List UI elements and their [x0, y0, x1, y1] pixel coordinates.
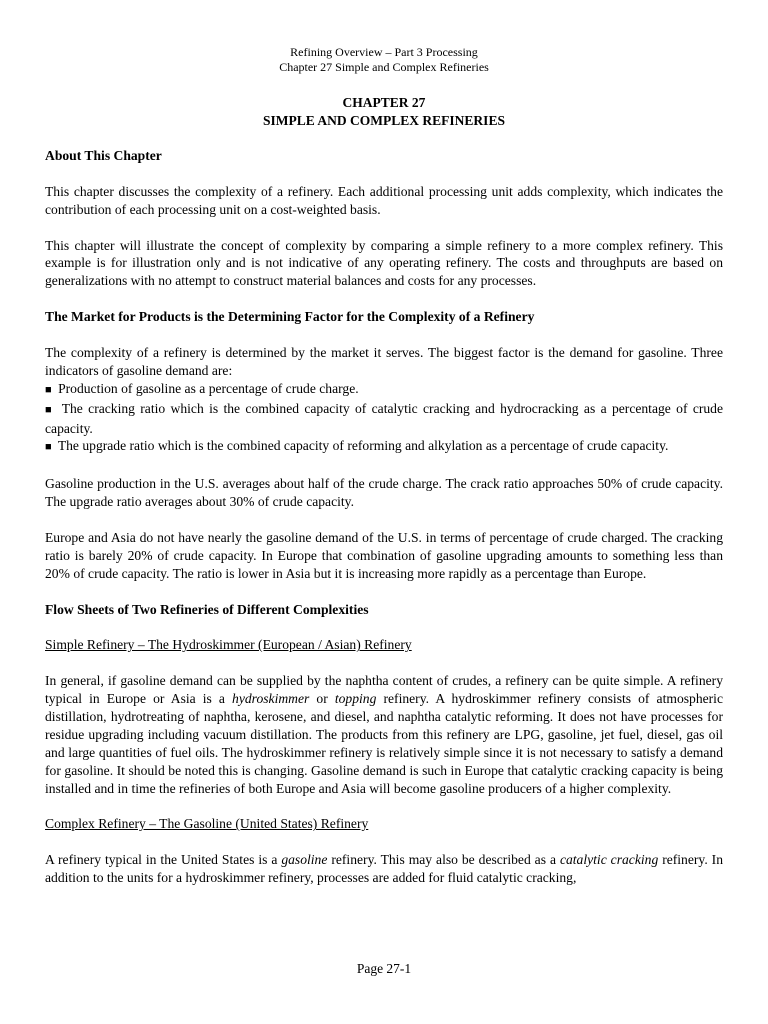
simple-refinery-subheading: Simple Refinery – The Hydroskimmer (European / Asian) Refinery — [45, 637, 412, 653]
list-item: ■ The cracking ratio which is the combined capacity of catalytic cracking and hydrocracking as a percentage of crude capacity. — [45, 400, 724, 436]
square-bullet-icon: ■ — [45, 383, 52, 396]
about-paragraph-1: This chapter discusses the complexity of a refinery. Each additional processing unit adds complexity, which indicates the contribution of each processing unit on a cost-weighted basis. — [45, 183, 723, 217]
page-number: Page 27-1 — [356, 961, 412, 976]
market-intro: The complexity of a refinery is determined by the market it serves. The biggest factor is the demand for gasoline. Three indicators of gasoline demand are: — [45, 344, 723, 378]
list-item: ■ The upgrade ratio which is the combined capacity of reforming and alkylation as a percentage of crude capacity. — [45, 438, 669, 454]
about-heading: About This Chapter — [45, 148, 162, 163]
gasoline-term: gasoline — [281, 852, 328, 868]
square-bullet-icon: ■ — [45, 403, 54, 416]
chapter-title — [0, 94, 768, 129]
header-line-1: Refining Overview – Part 3 Processing — [290, 45, 478, 59]
body-text — [45, 147, 723, 905]
gasoline-indicator-list — [45, 380, 723, 458]
us-gasoline-paragraph: Gasoline production in the U.S. averages about half of the crude charge. The crack ratio approaches 50% of crude capacity. The upgrade ratio averages about 30% of crude capacity. — [45, 476, 723, 510]
hydroskimmer-term: hydroskimmer — [232, 691, 310, 707]
topping-term: topping — [334, 691, 377, 707]
list-item: ■ Production of gasoline as a percentage of crude charge. — [45, 380, 359, 396]
europe-asia-paragraph: Europe and Asia do not have nearly the gasoline demand of the U.S. in terms of percentage of crude charged. The cracking ratio is barely 20% of crude capacity. In Europe that combination of gasoline upgrading amounts to something less than 20% of crude capacity. The ratio is lower in Asia but it is increasing more rapidly as a percentage than Europe. — [45, 529, 723, 581]
simple-refinery-paragraph: In general, if gasoline demand can be supplied by the naphtha content of crudes, a refinery can be quite simple. A refinery typical in Europe or Asia is a hydroskimmer or topping refinery. A hydroskimmer refinery consists of atmospheric distillation, hydrotreating of naphtha, kerosene, and diesel, and naphtha catalytic reforming. It does not have processes for residue upgrading including vacuum distillation. The products from this refinery are LPG, gasoline, jet fuel, diesel, gas oil and large quantities of fuel oils. The hydroskimmer refinery is relatively simple since it is not necessary to satisfy a demand for gasoline. It should be noted this is changing. Gasoline demand is such in Europe that catalytic cracking capacity is being installed and in time the refineries of both Europe and Asia will become gasoline producers of a higher complexity. — [45, 673, 723, 796]
square-bullet-icon: ■ — [45, 441, 52, 454]
chapter-subtitle: SIMPLE AND COMPLEX REFINERIES — [263, 112, 505, 128]
chapter-number: CHAPTER 27 — [342, 95, 426, 110]
running-header — [0, 45, 768, 75]
complex-refinery-paragraph: A refinery typical in the United States is a gasoline refinery. This may also be described as a catalytic cracking refinery. In addition to the units for a hydroskimmer refinery, processes are added for fluid catalytic cracking, — [45, 852, 723, 886]
catalytic-cracking-term: catalytic cracking — [559, 852, 659, 868]
complex-refinery-subheading: Complex Refinery – The Gasoline (United States) Refinery — [45, 816, 369, 832]
market-heading: The Market for Products is the Determining Factor for the Complexity of a Refinery — [45, 309, 535, 325]
header-line-2: Chapter 27 Simple and Complex Refineries — [279, 60, 489, 74]
about-paragraph-2: This chapter will illustrate the concept of complexity by comparing a simple refinery to a more complex refinery. This example is for illustration only and is not indicative of any operating refinery. The costs and throughputs are based on generalizations with no attempt to construct material balances and costs for any processes. — [45, 237, 723, 289]
flow-sheets-heading: Flow Sheets of Two Refineries of Different Complexities — [45, 601, 369, 617]
